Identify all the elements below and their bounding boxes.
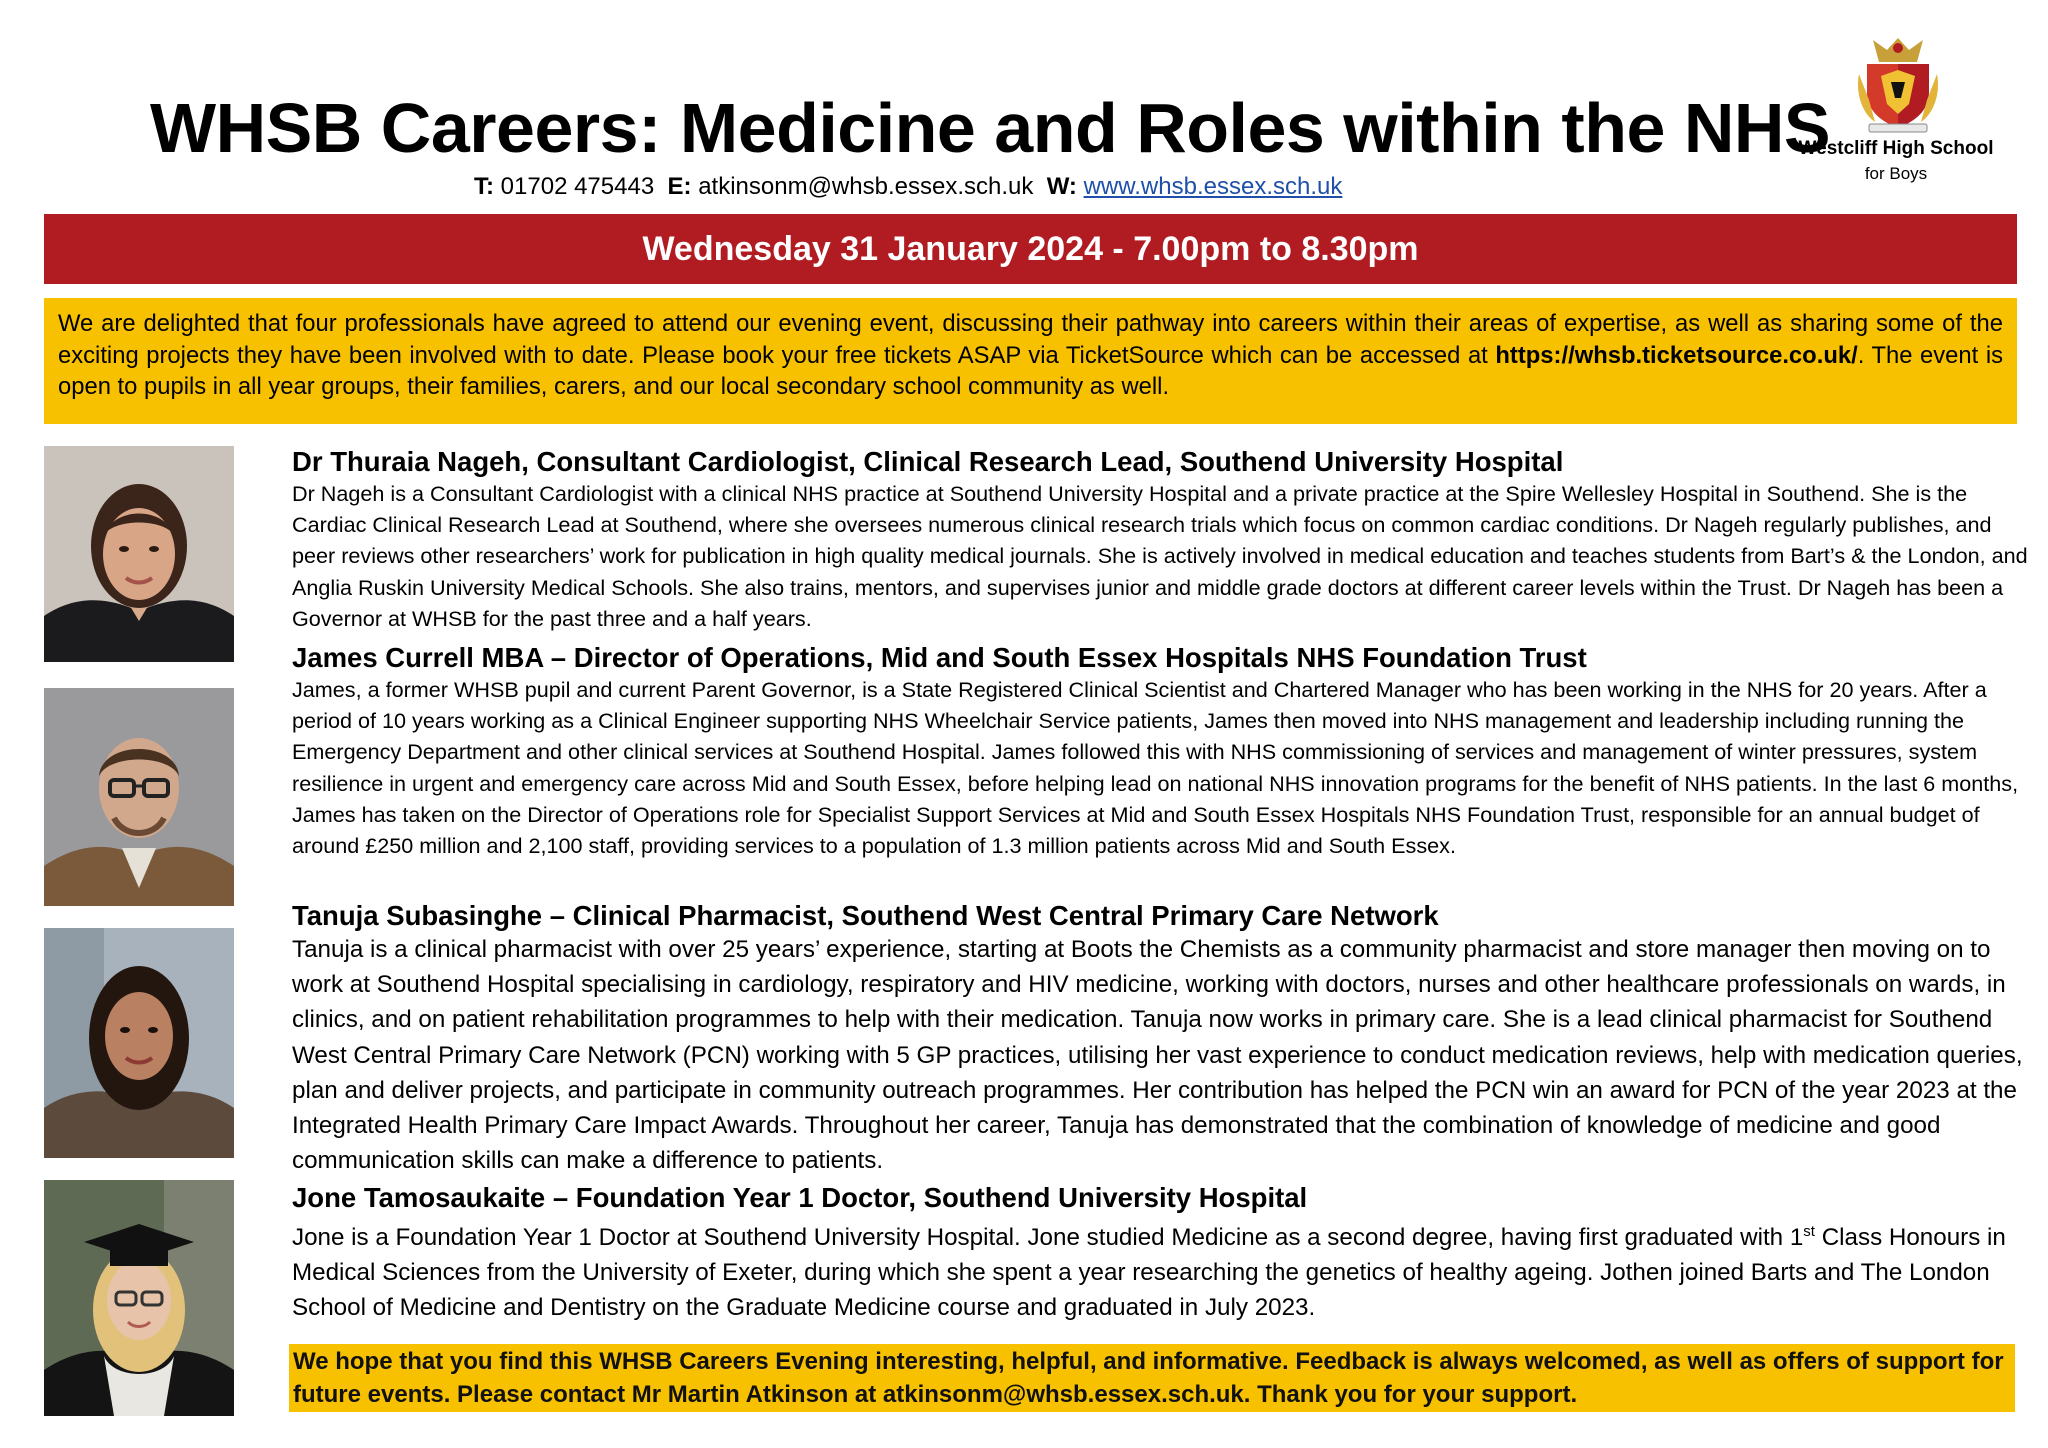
speaker-bio: James, a former WHSB pupil and current Parent Governor, is a State Registered Clinical Scientist and Chartered Manager who has been working in the NHS for 20 years. After a period of 10 years working as a Clinical Engineer supporting NHS Wheelchair Service patients, James then moved into NHS management and leadership including running the Emergency Department and other clinical services at Southend Hospital. James followed this with NHS commissioning of services and management of winter pressures, system resilience in urgent and emergency care across Mid and South Essex, before helping lead on national NHS innovation programs for the benefit of NHS patients. In the last 6 months, James has taken on the Director of Operations role for Specialist Support Services at Mid and South Essex Hospitals NHS Foundation Trust, responsible for an annual budget of around £250 million and 2,100 staff, providing services to a population of 1.3 million patients across Mid and South Essex. bbox=[292, 677, 2019, 859]
school-name: Westcliff High School bbox=[1798, 138, 1994, 159]
speaker-heading: Jone Tamosaukaite – Foundation Year 1 Doctor, Southend University Hospital bbox=[292, 1182, 1308, 1213]
speaker-photo-tamosaukaite bbox=[44, 1180, 234, 1416]
speaker-heading: James Currell MBA – Director of Operations, Mid and South Essex Hospitals NHS Foundation Trust bbox=[292, 642, 1587, 673]
website-link[interactable]: www.whsb.essex.sch.uk bbox=[1083, 173, 1343, 200]
speaker-heading: Tanuja Subasinghe – Clinical Pharmacist, Southend West Central Primary Care Network bbox=[292, 900, 1439, 931]
ticketsource-link[interactable]: https://whsb.ticketsource.co.uk/ bbox=[1495, 341, 1858, 369]
page-title: WHSB Careers: Medicine and Roles within the NHS bbox=[150, 89, 1831, 167]
speaker-subasinghe bbox=[292, 900, 2032, 1178]
closing-message: We hope that you find this WHSB Careers Evening interesting, helpful, and informative. Feedback is always welcomed, as well as offers of support for future events. Please contact Mr Martin Atkinson at atkinsonm@whsb.essex.sch.uk. Thank you for your support. bbox=[289, 1344, 2015, 1412]
speaker-currell bbox=[292, 642, 2032, 861]
school-name-sub: for Boys bbox=[1864, 164, 1928, 183]
speaker-photo-subasinghe bbox=[44, 928, 234, 1158]
intro-box bbox=[44, 298, 2017, 424]
email-label: E: bbox=[667, 173, 692, 200]
phone-label: T: bbox=[474, 173, 494, 200]
email-address: atkinsonm@whsb.essex.sch.uk bbox=[698, 173, 1034, 200]
speaker-bio-part: Class Honours in Medical Sciences from the University of Exeter, during which she spent a year researching the genetics of healthy ageing. Jothen joined Barts and The London School of Medicine and Dentistry on the Graduate Medicine course and graduated in July 2023. bbox=[292, 1224, 2006, 1322]
speaker-bio: Tanuja is a clinical pharmacist with over 25 years’ experience, starting at Boots the Chemists as a community pharmacist and store manager then moving on to work at Southend Hospital specialising in cardiology, respiratory and HIV medicine, working with doctors, nurses and other healthcare professionals on wards, in clinics, and on patient rehabilitation programmes to help with their medication. Tanuja now works in primary care. She is a lead clinical pharmacist for Southend West Central Primary Care Network (PCN) working with 5 GP practices, utilising her vast experience to conduct medication reviews, help with medication queries, plan and deliver projects, and participate in community outreach programmes. Her contribution has helped the PCN win an award for PCN of the year 2023 at the Integrated Health Primary Care Impact Awards. Throughout her career, Tanuja has demonstrated that the combination of knowledge of medicine and good communication skills can make a difference to patients. bbox=[292, 936, 2023, 1175]
speaker-bio: Dr Nageh is a Consultant Cardiologist with a clinical NHS practice at Southend University Hospital and a private practice at the Spire Wellesley Hospital in Southend. She is the Cardiac Clinical Research Lead at Southend, where she oversees numerous clinical research trials which focus on common cardiac conditions. Dr Nageh regularly publishes, and peer reviews other researchers’ work for publication in high quality medical journals. She is actively involved in medical education and teaches students from Bart’s & the London, and Anglia Ruskin University Medical Schools. She also trains, mentors, and supervises junior and middle grade doctors at different career levels within the Trust. Dr Nageh has been a Governor at WHSB for the past three and a half years. bbox=[292, 481, 2028, 631]
intro-text: We are delighted that four professionals have agreed to attend our evening event, discussing their pathway into careers within their areas of expertise, as well as sharing some of the exciting projects they have been involved with to date. Please book your free tickets ASAP via TicketSource which can be accessed at bbox=[58, 310, 2003, 369]
phone-number: 01702 475443 bbox=[500, 173, 655, 200]
speaker-photo-currell bbox=[44, 688, 234, 906]
school-logo bbox=[1786, 34, 2006, 194]
speaker-heading: Dr Thuraia Nageh, Consultant Cardiologist, Clinical Research Lead, Southend University Hospital bbox=[292, 446, 1564, 477]
school-crest-icon bbox=[1853, 34, 1943, 134]
speaker-photo-nageh bbox=[44, 446, 234, 662]
event-date-banner: Wednesday 31 January 2024 - 7.00pm to 8.30pm bbox=[44, 214, 2017, 284]
intro-text-after: . The event is open to pupils in all year groups, their families, carers, and our local secondary school community as well. bbox=[58, 341, 2004, 400]
web-label: W: bbox=[1046, 173, 1077, 200]
speaker-bio-part: Jone is a Foundation Year 1 Doctor at Southend University Hospital. Jone studied Medicine as a second degree, having first graduated with 1 bbox=[292, 1224, 1804, 1252]
speaker-nageh bbox=[292, 446, 2032, 634]
speaker-bio bbox=[292, 1214, 2032, 1326]
speaker-tamosaukaite bbox=[292, 1182, 2032, 1326]
contact-line bbox=[474, 171, 1342, 203]
speaker-bio-ordinal: st bbox=[1803, 1223, 1815, 1240]
